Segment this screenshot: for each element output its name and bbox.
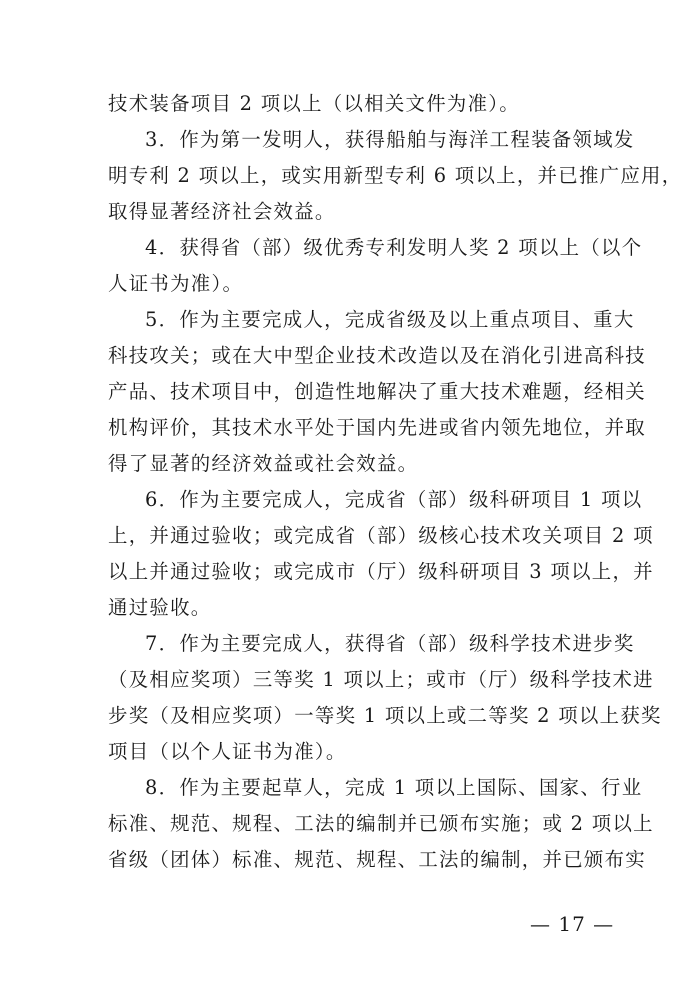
paragraph-item-6 [108,482,654,626]
text-line: 3．作为第一发明人，获得船舶与海洋工程装备领域发 [145,128,635,151]
text-line: 4．获得省（部）级优秀专利发明人奖 2 项以上（以个 [145,236,643,259]
text-line: 标准、规范、规程、工法的编制并已颁布实施；或 2 项以上 [108,812,654,835]
text-line: 产品、技术项目中，创造性地解决了重大技术难题，经相关 [108,380,646,403]
text-line: 6．作为主要完成人，完成省（部）级科研项目 1 项以 [145,488,643,511]
paragraph-item-8 [108,770,654,878]
paragraph-item-5 [108,302,646,482]
page-number: — 17 — [530,912,615,936]
text-line: 人证书为准）。 [108,272,244,295]
text-line: 7．作为主要完成人，获得省（部）级科学技术进步奖 [145,632,635,655]
paragraph-continuation [108,86,604,122]
text-line: 步奖（及相应奖项）一等奖 1 项以上或二等奖 2 项以上获奖 [108,704,662,727]
text-line: 机构评价，其技术水平处于国内先进或省内领先地位，并取 [108,416,646,439]
text-line: 技术装备项目 2 项以上（以相关文件为准）。 [108,92,520,115]
text-line: 通过验收。 [108,596,212,619]
text-line: 科技攻关；或在大中型企业技术改造以及在消化引进高科技 [108,344,646,367]
text-line: 项目（以个人证书为准）。 [108,740,347,763]
text-line: 8．作为主要起草人，完成 1 项以上国际、国家、行业 [145,776,643,799]
paragraph-item-7 [108,626,662,770]
text-line: 省级（团体）标准、规范、规程、工法的编制，并已颁布实 [108,848,646,871]
text-line: 以上并通过验收；或完成市（厅）级科研项目 3 项以上，并 [108,560,654,583]
text-line: 上，并通过验收；或完成省（部）级核心技术攻关项目 2 项 [108,524,654,547]
text-line: 5．作为主要完成人，完成省级及以上重点项目、重大 [145,308,635,331]
text-line: 得了显著的经济效益或社会效益。 [108,452,419,475]
paragraph-item-4 [108,230,643,302]
document-body [108,86,683,878]
text-line: 取得显著经济社会效益。 [108,200,336,223]
paragraph-item-3 [108,122,683,230]
text-line: （及相应奖项）三等奖 1 项以上；或市（厅）级科学技术进 [108,668,654,691]
text-line: 明专利 2 项以上，或实用新型专利 6 项以上，并已推广应用， [108,164,683,187]
